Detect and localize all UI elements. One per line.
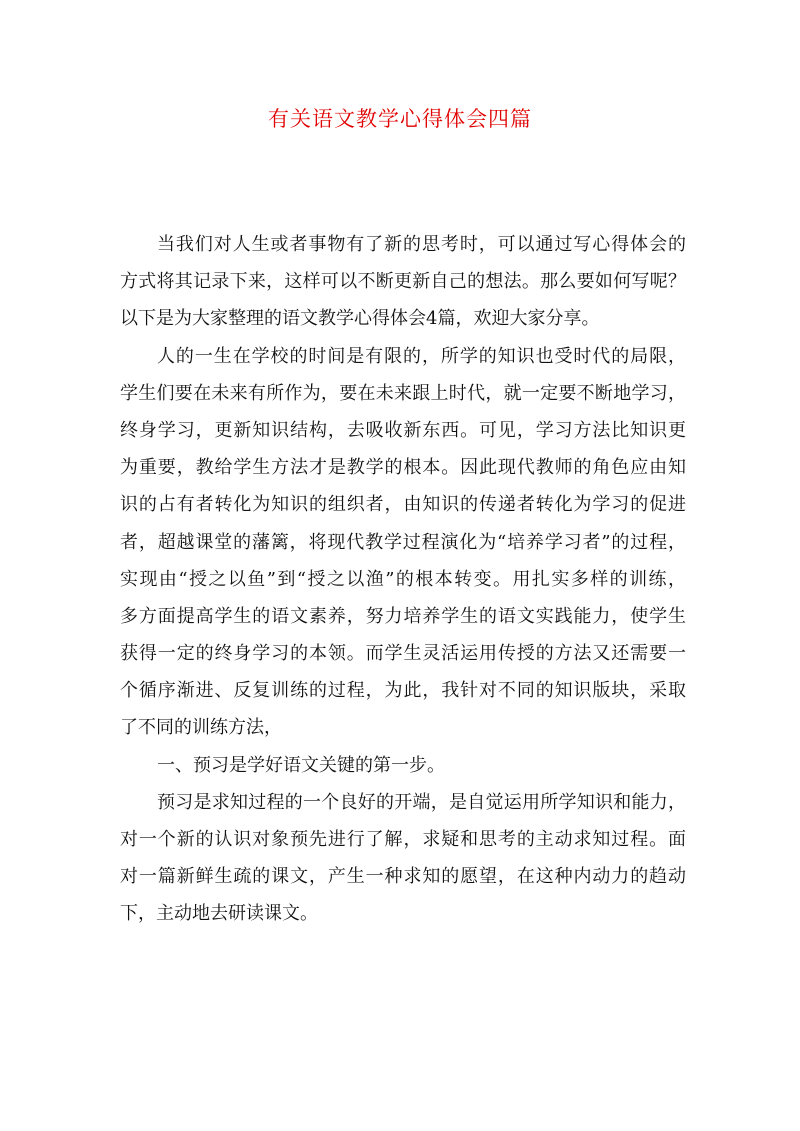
- text-line: 者，超越课堂的藩篱，将现代教学过程演化为“培养学习者”的过程，: [120, 531, 686, 553]
- text-line: 为重要，教给学生方法才是教学的根本。因此现代教师的角色应由知: [120, 457, 686, 479]
- text-line: 识的占有者转化为知识的组织者，由知识的传递者转化为学习的促进: [120, 494, 686, 516]
- text-line: 多方面提高学生的语文素养，努力培养学生的语文实践能力，使学生: [120, 605, 686, 627]
- text-line: 对一个新的认识对象预先进行了解，求疑和思考的主动求知过程。面: [120, 829, 686, 850]
- document-title: 有关语文教学心得体会四篇: [268, 107, 532, 131]
- text-line: 学生们要在未来有所作为，要在未来跟上时代，就一定要不断地学习，: [120, 382, 686, 404]
- text-line: 一、预习是学好语文关键的第一步。: [157, 754, 445, 776]
- text-line: 下，主动地去研读课文。: [120, 903, 318, 925]
- paragraph-preview: [120, 784, 686, 933]
- paragraph-intro: [120, 226, 686, 338]
- text-line: 预习是求知过程的一个良好的开端，是自觉运用所学知识和能力，: [157, 791, 686, 813]
- text-line: 当我们对人生或者事物有了新的思考时，可以通过写心得体会的: [157, 234, 686, 255]
- text-line: 终身学习，更新知识结构，去吸收新东西。可见，学习方法比知识更: [120, 419, 686, 441]
- text-line: 以下是为大家整理的语文教学心得体会4篇，欢迎大家分享。: [120, 308, 600, 330]
- section-heading: [120, 747, 686, 784]
- text-line: 个循序渐进、反复训练的过程，为此，我针对不同的知识版块，采取: [120, 680, 686, 702]
- text-line: 获得一定的终身学习的本领。而学生灵活运用传授的方法又还需要一: [120, 643, 686, 665]
- paragraph-main: [120, 338, 686, 747]
- text-line: 了不同的训练方法，: [120, 717, 282, 739]
- text-line: 人的一生在学校的时间是有限的，所学的知识也受时代的局限，: [157, 345, 686, 367]
- text-line: 实现由“授之以鱼”到“授之以渔”的根本转变。用扎实多样的训练，: [120, 568, 686, 590]
- text-line: 方式将其记录下来，这样可以不断更新自己的想法。那么要如何写呢？: [120, 271, 686, 293]
- text-line: 对一篇新鲜生疏的课文，产生一种求知的愿望，在这种内动力的趋动: [120, 866, 686, 888]
- document-body: [120, 226, 686, 933]
